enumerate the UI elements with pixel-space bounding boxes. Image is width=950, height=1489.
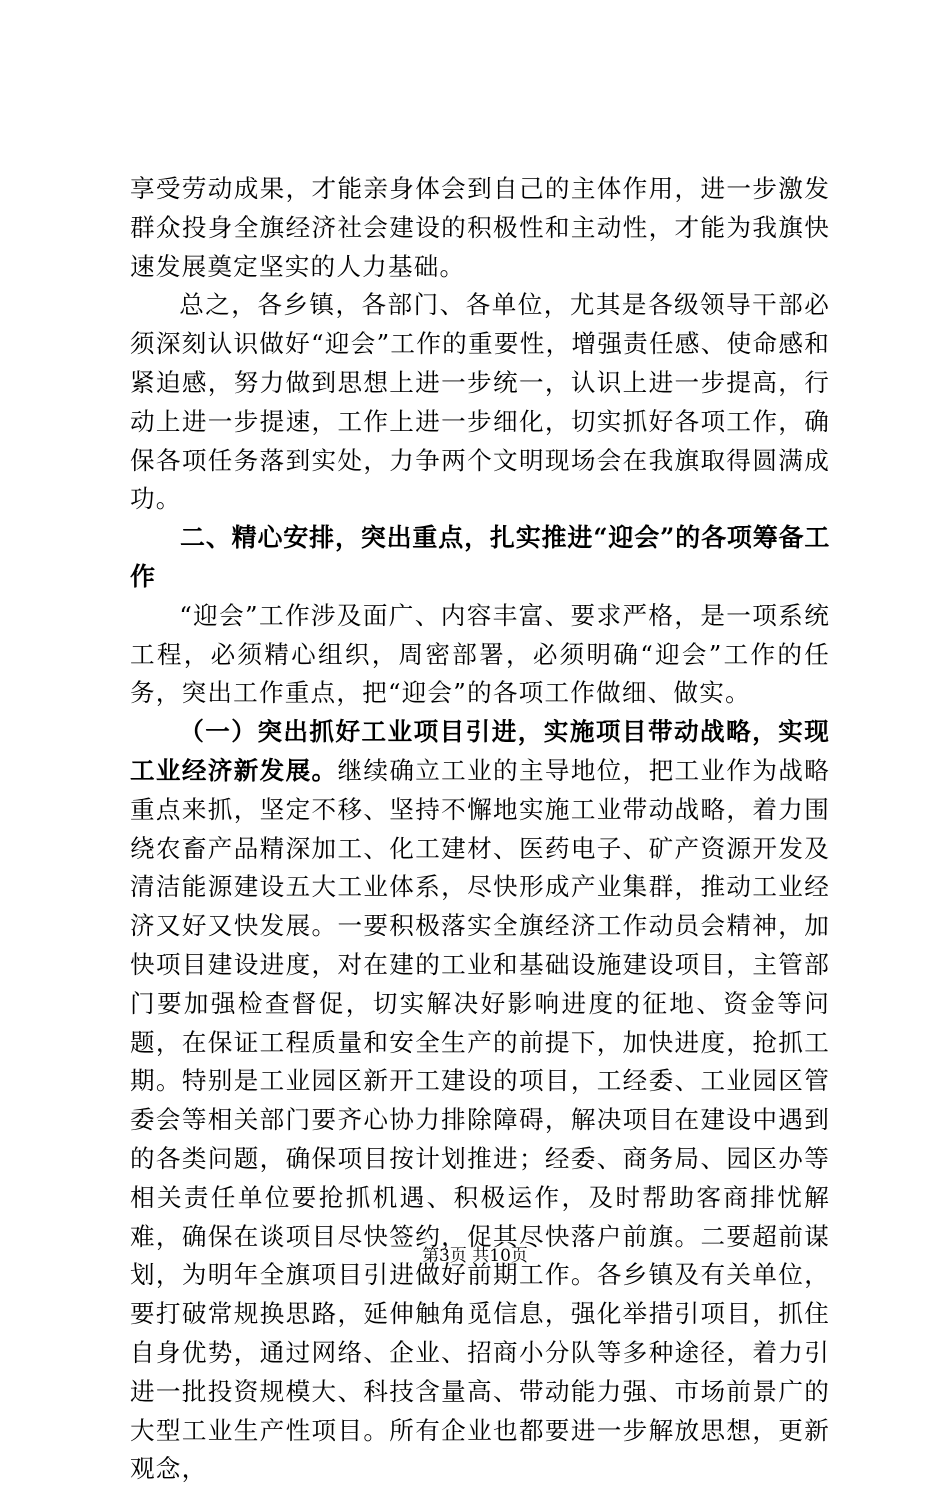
section-heading-2: 二、精心安排，突出重点，扎实推进“迎会”的各项筹备工作: [130, 523, 830, 591]
paragraph-continuation: 享受劳动成果，才能亲身体会到自己的主体作用，进一步激发群众投身全旗经济社会建设的积极性和主动性，才能为我旗快速发展奠定坚实的人力基础。: [130, 174, 830, 281]
paragraph-section-intro: “迎会”工作涉及面广、内容丰富、要求严格，是一项系统工程，必须精心组织，周密部署，必须明确“迎会”工作的任务，突出工作重点，把“迎会”的各项工作做细、做实。: [130, 600, 830, 708]
paragraph-industry-body: 继续确立工业的主导地位，把工业作为战略重点来抓，坚定不移、坚持不懈地实施工业带动战略，着力围绕农畜产品精深加工、化工建材、医药电子、矿产资源开发及清洁能源建设五大工业体系，尽快形成产业集群，推动工业经济又好又快发展。一要积极落实全旗经济工作动员会精神，加快项目建设进度，对在建的工业和基础设施建设项目，主管部门要加强检查督促，切实解决好影响进度的征地、资金等问题，在保证工程质量和安全生产的前提下，加快进度，抢抓工期。特别是工业园区新开工建设的项目，工经委、工业园区管委会等相关部门要齐心协力排除障碍，解决项目在建设中遇到的各类问题，确保项目按计划推进；经委、商务局、园区办等相关责任单位要抢抓机遇、积极运作，及时帮助客商排忧解难，确保在谈项目尽快签约，促其尽快落户前旗。二要超前谋划，为明年全旗项目引进做好前期工作。各乡镇及有关单位，要打破常规换思路，延伸触角觅信息，强化举措引项目，抓住自身优势，通过网络、企业、招商小分队等多种途径，着力引进一批投资规模大、科技含量高、带动能力强、市场前景广的大型工业生产性项目。所有企业也都要进一步解放思想，更新观念，: [130, 755, 830, 1484]
paragraph-industry: [130, 713, 830, 1489]
document-body: [130, 170, 830, 1489]
page-footer: 第3页 共10页: [422, 1246, 528, 1266]
paragraph-summary: 总之，各乡镇，各部门、各单位，尤其是各级领导干部必须深刻认识做好“迎会”工作的重要性，增强责任感、使命感和紧迫感，努力做到思想上进一步统一，认识上进一步提高，行动上进一步提速，工作上进一步细化，切实抓好各项工作，确保各项任务落到实处，力争两个文明现场会在我旗取得圆满成功。: [130, 290, 830, 514]
subheading-industry: （一）突出抓好工业项目引进，实施项目带动战略，实现工业经济新发展。: [130, 717, 830, 785]
